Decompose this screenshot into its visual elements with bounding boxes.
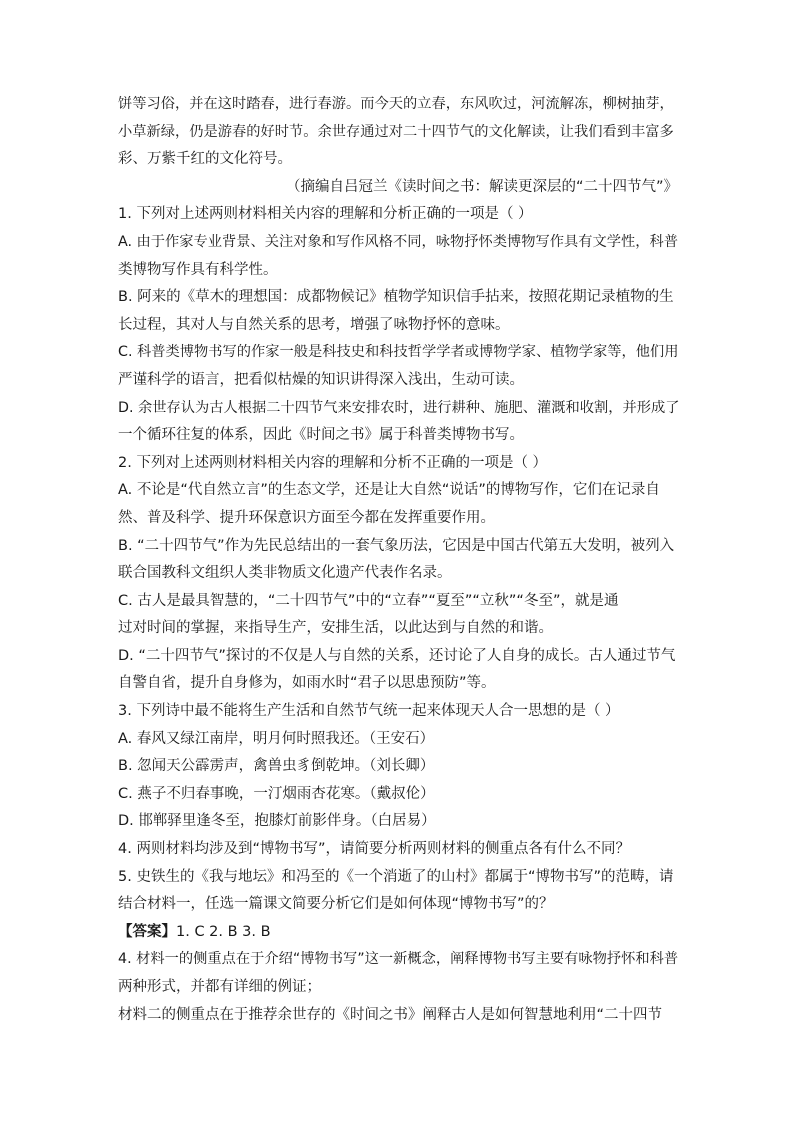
answer-label: 【答案】 [118,923,176,940]
answer-4-material-2: 材料二的侧重点在于推荐余世存的《时间之书》阐释古人是如何智慧地利用“二十四节 [118,1006,663,1023]
document-page [118,91,680,1029]
text-line-1: 饼等习俗，并在这时踏春，进行春游。而今天的立春，东风吹过，河流解冻，柳树抽芽， [118,96,674,112]
question-2-option-b: B. “二十四节气”作为先民总结出的一套气象历法，它因是中国古代第五大发明，被列入 [118,537,675,554]
question-1-option-d: D. 余世存认为古人根据二十四节气来安排农时，进行耕种、施肥、灌溉和收割，并形成了 [118,399,680,416]
answer-line [118,919,680,947]
question-3-option-a: A. 春风又绿江南岸，明月何时照我还。（王安石） [118,730,435,747]
question-3: 3. 下列诗中最不能将生产生活和自然节气统一起来体现天人合一思想的是（ ） [118,703,620,720]
question-2-option-d: D. “二十四节气”探讨的不仅是人与自然的关系，还讨论了人自身的成长。古人通过节气 [118,647,676,664]
text-line-2: 小草新绿，仍是游春的好时节。余世存通过对二十四节气的文化解读，让我们看到丰富多 [118,123,674,140]
question-3-option-b: B. 忽闻天公霹雳声，禽兽虫豸倒乾坤。（刘长卿） [118,758,435,775]
question-1: 1. 下列对上述两则材料相关内容的理解和分析正确的一项是（ ） [118,206,533,223]
question-1-option-a-cont: 类博物写作具有科学性。 [118,261,278,278]
question-3-option-c: C. 燕子不归春事晚，一汀烟雨杏花寒。（戴叔伦） [118,785,435,802]
text-line-3: 彩、万紫千红的文化符号。 [118,151,292,168]
answer-4: 4. 材料一的侧重点在于介绍“博物书写”这一新概念，阐释博物书写主要有咏物抒怀和科普 [118,951,679,968]
question-1-option-b-cont: 长过程，其对人与自然关系的思考，增强了咏物抒怀的意味。 [118,316,510,333]
question-2-option-c-cont: 过对时间的掌握，来指导生产，安排生活，以此达到与自然的和谐。 [118,620,553,637]
question-2-option-d-cont: 自警自省，提升自身修为，如雨水时“君子以思患预防”等。 [118,675,496,692]
question-5-cont: 结合材料一，任选一篇课文简要分析它们是如何体现“博物书写”的？ [118,896,554,913]
question-1-option-c-cont: 严谨科学的语言，把看似枯燥的知识讲得深入浅出，生动可读。 [118,371,524,388]
question-1-option-a: A. 由于作家专业背景、关注对象和写作风格不同，咏物抒怀类博物写作具有文学性，科普 [118,233,679,250]
question-2-option-a-cont: 然、普及科学、提升环保意识方面至今都在发挥重要作用。 [118,509,495,526]
answer-4-cont: 两种形式，并都有详细的例证； [118,979,321,995]
answer-values: 1. C 2. B 3. B [176,923,271,940]
question-2-option-a: A. 不论是“代自然立言”的生态文学，还是让大自然“说话”的博物写作，它们在记录自 [118,482,660,499]
question-2: 2. 下列对上述两则材料相关内容的理解和分析不正确的一项是（ ） [118,454,548,471]
question-2-option-c: C. 古人是最具智慧的，“二十四节气”中的“立春”“夏至”“立秋”“冬至”，就是通 [118,592,619,609]
question-3-option-d: D. 邯郸驿里逢冬至，抱膝灯前影伴身。（白居易） [118,813,436,830]
question-2-option-b-cont: 联合国教科文组织人类非物质文化遗产代表作名录。 [118,565,452,582]
question-1-option-d-cont: 一个循环往复的体系，因此《时间之书》属于科普类博物书写。 [118,427,524,444]
question-1-option-c: C. 科普类博物书写的作家一般是科技史和科技哲学学者或博物学家、植物学家等，他们用 [118,344,679,361]
source-citation: （摘编自吕冠兰《读时间之书：解读更深层的“二十四节气”》 [286,178,679,195]
question-1-option-b: B. 阿来的《草木的理想国：成都物候记》植物学知识信手拈来，按照花期记录植物的生 [118,289,674,306]
question-5: 5. 史铁生的《我与地坛》和冯至的《一个消逝了的山村》都属于“博物书写”的范畴，请 [118,868,674,885]
question-4: 4. 两则材料均涉及到“博物书写”，请简要分析两则材料的侧重点各有什么不同？ [118,841,630,858]
